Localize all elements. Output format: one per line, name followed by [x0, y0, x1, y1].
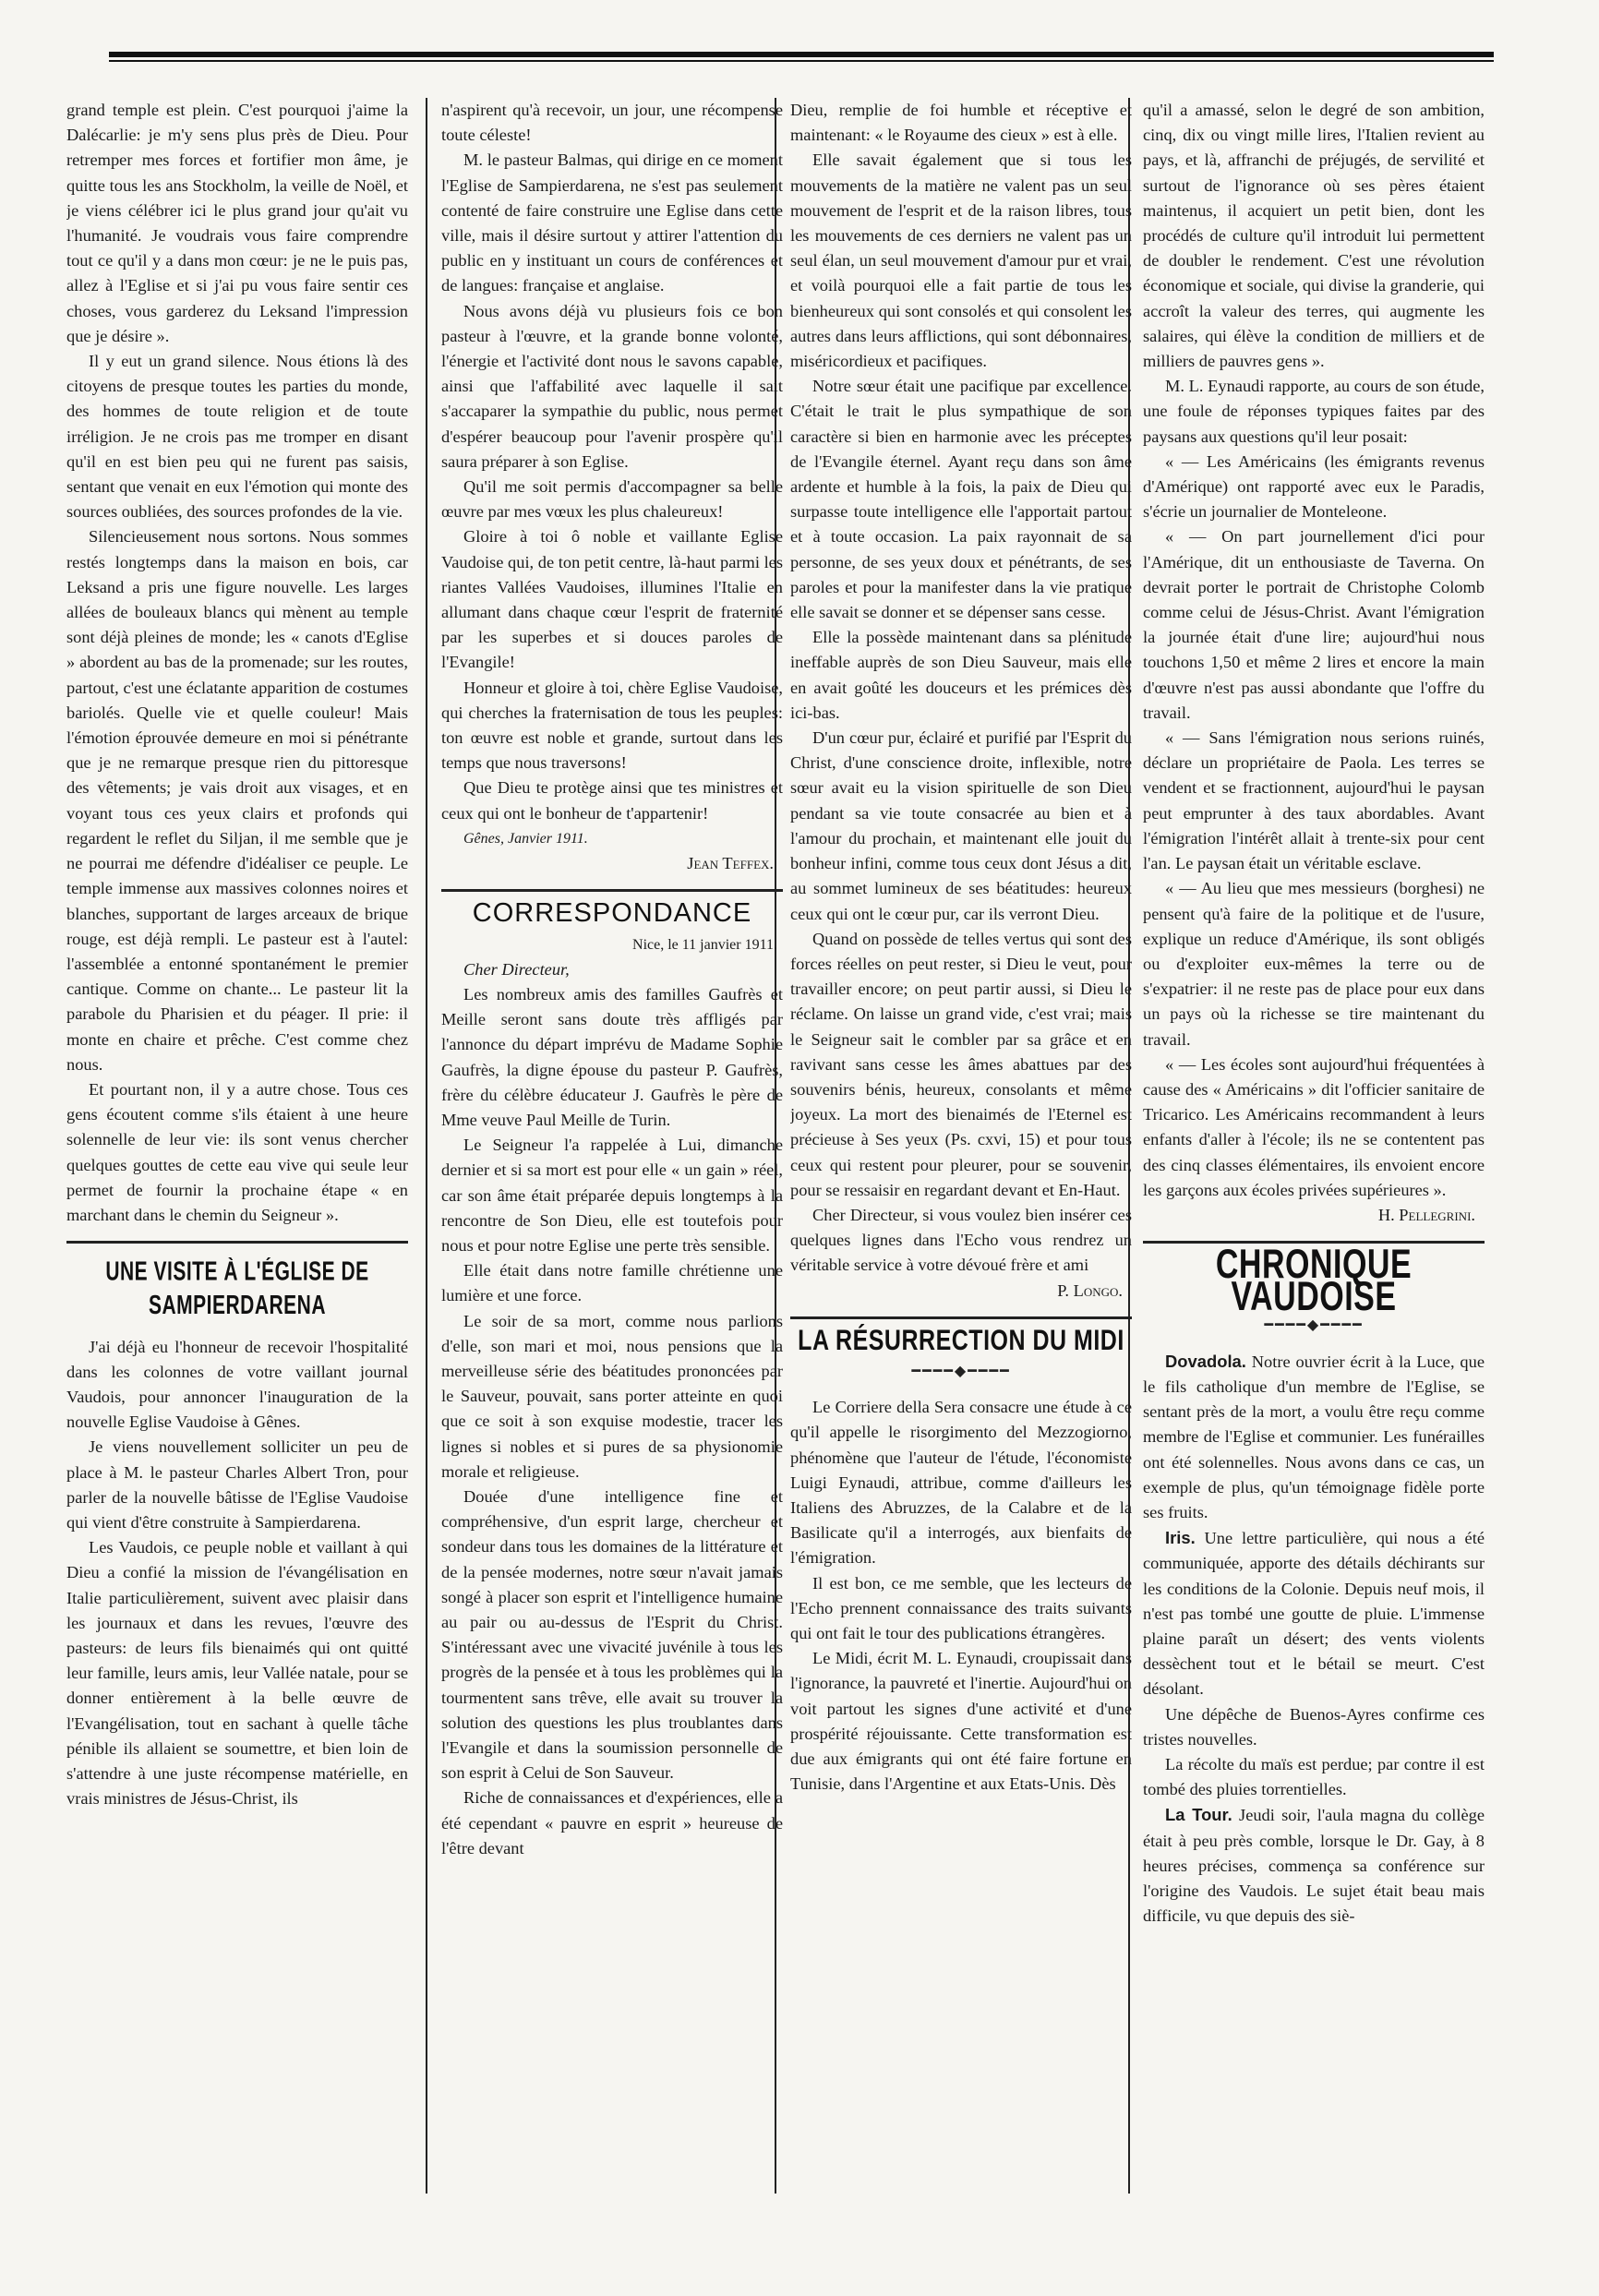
paragraph: Les Vaudois, ce peuple noble et vaillant à qui Dieu a confié la mission de l'évangélisation en Italie particulièrement, suivent avec plaisir dans les journaux et dans les revues, l'œuvre des pasteurs: de leurs fils bienaimés qui ont quitté leur famille, leurs amis, leur Vallée natale, pour se donner entièrement à la belle œuvre de l'Evangélisation, tout en sachant à quelle tâche pénible ils allaient se soumettre, et bien loin de s'attendre à une juste récompense matérielle, en vrais ministres de Jésus-Christ, ils [66, 1538, 408, 1809]
paragraph: Elle était dans notre famille chrétienne une lumière et une force. [441, 1261, 783, 1305]
paragraph: Il y eut un grand silence. Nous étions là des citoyens de presque toutes les parties du monde, des hommes de toute religion et de toute irréligion. Je ne crois pas me tromper en disant qu'il en est bien peu qui ne furent pas saisis, sentant que venait en eux l'émotion qui monte des sources oubliées, des sources profondes de la vie. [66, 352, 408, 522]
column-2 [441, 98, 783, 2212]
paragraph: Le Midi, écrit M. L. Eynaudi, croupissait dans l'ignorance, la pauvreté et l'inertie. Aujourd'hui on voit partout les signes d'une activité et d'une prospérité réjouissante. Cette transformation est due aux émigrants qui ont été faire fortune en Tunisie, dans l'Argentine et aux Etats-Unis. Dès [790, 1649, 1132, 1794]
paragraph: Il est bon, ce me semble, que les lecteurs de l'Echo prennent connaissance des traits suivants qui ont fait le tour des publications étrangères. [790, 1573, 1132, 1642]
section-rule [66, 1241, 408, 1244]
paragraph: Le Seigneur l'a rappelée à Lui, dimanche dernier et si sa mort est pour elle « un gain » réel, car son âme était préparée depuis longtemps à la rencontre de Son Dieu, elle est toutefois pour nous et pour notre Eglise une perte très sensible. [441, 1136, 783, 1255]
chronicle-text: Une lettre particulière, qui nous a été communiquée, apporte des détails déchirants sur les conditions de la Colonie. Depuis neuf mois, il n'est pas tombé une goutte de pluie. L'immense plaine paraît un désert; des vents violents dessèchent tout et le bétail se meurt. C'est désolant. [1143, 1529, 1485, 1699]
paragraph: Le Corriere della Sera consacre une étude à ce qu'il appelle le risorgimento del Mezzogiorno, phénomène que l'auteur de l'étude, l'économiste Luigi Eynaudi, attribue, comme d'ailleurs les Italiens des Abruzzes, de la Calabre et de la Basilicate qu'il a interrogés, aux bienfaits de l'émigration. [790, 1398, 1132, 1568]
paragraph: Que Dieu te protège ainsi que tes ministres et ceux qui ont le bonheur de t'appartenir! [441, 778, 783, 823]
paragraph: Je viens nouvellement solliciter un peu de place à M. le pasteur Charles Albert Tron, pour parler de la nouvelle bâtisse de l'Eglise Vaudoise qui vient d'être construite à Sampierdarena. [66, 1437, 408, 1532]
paragraph: Douée d'une intelligence fine et compréhensive, d'un esprit large, chercheur et sondeur dans tous les domaines de la littérature et de la pensée modernes, notre sœur n'avait jamais songé à placer son esprit et l'intelligence humaine au pair ou au-dessus de l'Esprit du Christ. S'intéressant avec une vivacité juvénile à tous les progrès de la pensée et à tous les problèmes qui la tourmentent sans trêve, elle avait su trouver la solution des questions les plus troublantes dans l'Evangile et dans la soumission personnelle de son esprit à Celui de Son Sauveur. [441, 1486, 783, 1783]
paragraph: « — Les Américains (les émigrants revenus d'Amérique) ont rapporté avec eux le Paradis, s'écrie un journalier de Monteleone. [1143, 451, 1485, 522]
dateline: Gênes, Janvier 1911. [463, 830, 588, 847]
paragraph: grand temple est plein. C'est pourquoi j'aime la Dalécarlie: je m'y sens plus près de Dieu. Pour retremper mes forces et fortifier mon âme, je quitte tous les ans Stockholm, la veille de Noël, et je viens célébrer ici le plus grand jour qu'ait vu l'humanité. Je voudrais vous faire comprendre tout ce qu'il y a dans mon cœur: je ne le puis pas, allez à l'Eglise et si j'ai pu vous faire sentir ces choses, vous garderez du Leksand l'impression que je désire ». [66, 101, 408, 345]
paragraph: D'un cœur pur, éclairé et purifié par l'Esprit du Christ, d'une conscience droite, inflexible, notre sœur avait eu la vision spirituelle de son Dieu pendant sa vie toute consacrée au bien et à l'amour du prochain, et maintenant elle jouit du bonheur infini, comme tous ceux dont Jésus a dit, au sommet lumineux de ses béatitudes: heureux ceux qui ont le cœur pur, car ils verront Dieu. [790, 728, 1132, 923]
paragraph: « — Les écoles sont aujourd'hui fréquentées à cause des « Américains » dit l'officier sanitaire de Tricarico. Les Américains recommandent à leurs enfants d'aller à l'école; ils ne se contentent pas des cinq classes élémentaires, ils envoient encore les garçons aux écoles privées supérieures ». [1143, 1054, 1485, 1199]
signature: H. Pellegrini. [1377, 1205, 1475, 1224]
chronicle-item [1143, 1702, 1485, 1752]
paragraph: Nous avons déjà vu plusieurs fois ce bon pasteur à l'œuvre, et la grande bonne volonté, l'énergie et l'activité dont nous le savons capable, ainsi que l'affabilité avec laquelle il sait s'accaparer la sympathie du public, nous permet d'espérer beaucoup pour l'avenir prospère qu'il saura préparer à son Eglise. [441, 301, 783, 471]
paragraph: Qu'il me soit permis d'accompagner sa belle œuvre par mes vœux les plus chaleureux! [441, 477, 783, 522]
paragraph: M. le pasteur Balmas, qui dirige en ce moment l'Eglise de Sampierdarena, ne s'est pas seulement contenté de faire construire une Eglise dans cette ville, mais il désire surtout y attirer l'attention du public en y instituant un cours de conférences et de langues: française et anglaise. [441, 150, 783, 295]
paragraph: « — Au lieu que mes messieurs (borghesi) ne pensent qu'à faire de la politique et de l'usure, explique un reduce d'Amérique, ils sont obligés ou d'exploiter eux-mêmes la terre ou de s'expatrier: il ne reste pas de place pour eux dans un pays où la richesse se tire maintenant du travail. [1143, 879, 1485, 1049]
column-rule [426, 98, 427, 2194]
column-1 [66, 98, 408, 2212]
paragraph: Et pourtant non, il y a autre chose. Tous ces gens écoutent comme s'ils étaient à une heure solennelle de leur vie: ils sont venus chercher quelques gouttes de cette eau vive qui seule leur permet de fournir la prochaine étape « en marchant dans le chemin du Seigneur ». [66, 1079, 408, 1224]
chronicle-item [1143, 1802, 1485, 1929]
salutation: Cher Directeur, [463, 959, 570, 979]
article-heading: LA RÉSURRECTION DU MIDI [798, 1324, 1124, 1357]
paragraph: Le soir de sa mort, comme nous parlions d'elle, son mari et moi, nous pensions que la merveilleuse série des béatitudes prononcées par le Sauveur, pouvait, sans porter atteinte en quoi que ce soit à son exquise modestie, tracer les lignes si nobles et si pures de sa physionomie morale et religieuse. [441, 1311, 783, 1481]
dateline: Nice, le 11 janvier 1911. [632, 936, 777, 953]
paragraph: Quand on possède de telles vertus qui sont des forces réelles on peut rester, si Dieu le veut, pour travailler encore; on peut partir aussi, si Dieu le réclame. On laisse un grand vide, c'est vrai; mais le Seigneur sait le combler par sa grâce et en ravivant sans cesse les âmes abattues par des souvenirs bénis, heureux, consolants et même joyeux. La mort des bienaimés de l'Eternel est précieuse à Ses yeux (Ps. cxvi, 15) et pour tous ceux qui restent pour pleurer, pour se souvenir, pour se ressaisir en regardant devant et En-Haut. [790, 929, 1132, 1199]
paragraph: Honneur et gloire à toi, chère Eglise Vaudoise, qui cherches la fraternisation de tous les peuples: ton œuvre est noble et grande, surtout dans les temps que nous traversons! [441, 678, 783, 773]
paragraph: Gloire à toi ô noble et vaillante Eglise Vaudoise qui, de ton petit centre, là-haut parmi les riantes Vallées Vaudoises, illumines l'Italie en allumant dans chaque cœur l'esprit de fraternité par les superbes et si douces paroles de l'Evangile! [441, 527, 783, 672]
paragraph: Elle la possède maintenant dans sa plénitude ineffable auprès de son Dieu Sauveur, mais elle en avait goûté les douceurs et les prémices dès ici-bas. [790, 628, 1132, 722]
article-heading: CHRONIQUE VAUDOISE [1215, 1242, 1413, 1320]
paragraph: Silencieusement nous sortons. Nous sommes restés longtemps dans la maison en bois, car Leksand a pris une figure nouvelle. Les larges allées de bouleaux blancs qui mènent au temple sont déjà pleines de monde; les « canots d'Eglise » abordent au bas de la promenade; sur les routes, partout, c'est une éclatante apparition de costumes bariolés. Quelle vie et quelle couleur! Mais l'émotion éprouvée demeure en moi si pénétrante que je ne remarque presque rien du pittoresque des vêtements; je vais droit aux visages, et en voyant tous ces yeux clairs et profonds qui regardent le reflet du Siljan, il me semble que je ne pourrai me défendre d'idéaliser ce peuple. Le temple immense aux massives colonnes noires et blanches, supportant de larges arceaux de brique rouge, est déjà rempli. Le pasteur est à l'autel: l'assemblée a entonné spontanément le premier cantique. Comme on chante... Le pasteur lit la parabole du Pharisien et du péager. Il prie: il monte en chaire et prêche. C'est comme chez nous. [66, 527, 408, 1074]
section-rule [441, 889, 783, 892]
paragraph: M. L. Eynaudi rapporte, au cours de son étude, une foule de réponses typiques faites par des paysans aux questions qu'il leur posait: [1143, 377, 1485, 446]
paragraph: Elle savait également que si tous les mouvements de la matière ne valent pas un seul mouvement de l'esprit et de la raison libres, tous les mouvements de ces derniers ne valent pas un seul élan, un seul mouvement d'amour pur et vrai, et voilà pourquoi elle a fait partie de tous les bienheureux qui sont consolés et qui consolent les autres dans leurs afflictions, qui sont débonnaires, miséricordieux et pacifiques. [790, 150, 1132, 371]
paragraph: Cher Directeur, si vous voulez bien insérer ces quelques lignes dans l'Echo vous rendrez un véritable service à votre dévoué frère et ami [790, 1205, 1132, 1275]
chronicle-place: Iris. [1165, 1528, 1196, 1548]
paragraph: « — Sans l'émigration nous serions ruinés, déclare un propriétaire de Paola. Les terres se vendent et se fractionnent, aujourd'hui le paysan peut emprunter à des taux abordables. Avant l'émigration l'intérêt allait à trente-six pour cent l'an. Le paysan était un véritable esclave. [1143, 728, 1485, 873]
paragraph: Dieu, remplie de foi humble et réceptive et maintenant: « le Royaume des cieux » est à elle. [790, 101, 1132, 145]
chronicle-place: La Tour. [1165, 1805, 1232, 1825]
paragraph: Notre sœur était une pacifique par excellence. C'était le trait le plus sympathique de son caractère si bien en harmonie avec les préceptes de l'Evangile éternel. Ayant reçu dans son âme ardente et humble à la fois, la paix de Dieu qui surpasse toute intelligence elle l'apportait partout et à toute occasion. La paix rayonnait de sa personne, de ses yeux doux et pénétrants, de ses paroles et pour la manifester dans la vie pratique elle savait se donner et se dépenser sans cesse. [790, 377, 1132, 622]
column-4 [1143, 98, 1485, 2212]
paragraph: Les nombreux amis des familles Gaufrès et Meille seront sans doute très affligés par l'annonce du départ imprévu de Madame Sophie Gaufrès, la digne épouse du pasteur P. Gaufrès, frère du célèbre éducateur J. Gaufrès le père de Mme veuve Paul Meille de Turin. [441, 984, 783, 1129]
section-rule [790, 1316, 1132, 1319]
paragraph: qu'il a amassé, selon le degré de son ambition, cinq, dix ou vingt mille lires, l'Italien revient au pays, et là, affranchi de préjugés, de servilité et surtout de l'ignorance où ses pères étaient maintenus, il acquiert un petit bien, dont les procédés de culture qu'il introduit lui permettent de doubler le rendement. C'est une révolution économique et sociale, qui divise la granderie, qui accroît la valeur des terres, qui augmente les salaires, qui élève la condition de milliers et de milliers de pauvres gens ». [1143, 101, 1485, 371]
chronicle-item [1143, 1525, 1485, 1701]
signature: Jean Teffex. [687, 854, 774, 873]
article-heading: UNE VISITE À L'ÉGLISE DE SAMPIERDARENA [105, 1257, 369, 1321]
ornament-divider: ━━━━◆━━━━ [1264, 1316, 1364, 1333]
chronicle-item [1143, 1752, 1485, 1802]
ornament-divider: ━━━━◆━━━━ [911, 1363, 1011, 1379]
chronicle-item [1143, 1349, 1485, 1525]
chronicle-text: La récolte du maïs est perdue; par contre il est tombé des pluies torrentielles. [1143, 1755, 1485, 1799]
paragraph: J'ai déjà eu l'honneur de recevoir l'hospitalité dans les colonnes de votre vaillant journal Vaudois, pour annoncer l'inauguration de la nouvelle Eglise Vaudoise à Gênes. [66, 1337, 408, 1432]
top-rule [109, 52, 1494, 62]
chronicle-place: Dovadola. [1165, 1351, 1246, 1371]
paragraph: Riche de connaissances et d'expériences, elle a été cependant « pauvre en esprit » heureuse de l'être devant [441, 1788, 783, 1857]
chronicle-text: Jeudi soir, l'aula magna du collège était à peu près comble, lorsque le Dr. Gay, à 8 heures précises, commença sa conférence sur l'origine des Vaudois. Le sujet était beau mais difficile, vu que depuis des siè- [1143, 1806, 1485, 1926]
chronicle-text: Une dépêche de Buenos-Ayres confirme ces tristes nouvelles. [1143, 1704, 1485, 1749]
column-3 [790, 98, 1132, 2212]
signature: P. Longo. [1057, 1280, 1123, 1300]
chronicle-text: Notre ouvrier écrit à la Luce, que le fils catholique d'un membre de l'Eglise, se sentant près de la mort, a voulu être reçu comme membre de l'Eglise et communier. Les funérailles ont été solennelles. Nous avons dans ce cas, un exemple de plus, qu'un témoignage fidèle porte ses fruits. [1143, 1352, 1485, 1521]
article-heading: CORRESPONDANCE [472, 898, 752, 929]
paragraph: « — On part journellement d'ici pour l'Amérique, dit un enthousiaste de Taverna. On devrait porter le portrait de Christophe Colomb comme celui de Jésus-Christ. Avant l'émigration la journée était d'une lire; aujourd'hui nous touchons 1,50 et même 2 lires et encore la main d'œuvre n'est pas aussi abondante que l'offre du travail. [1143, 527, 1485, 722]
paragraph: n'aspirent qu'à recevoir, un jour, une récompense toute céleste! [441, 101, 783, 145]
